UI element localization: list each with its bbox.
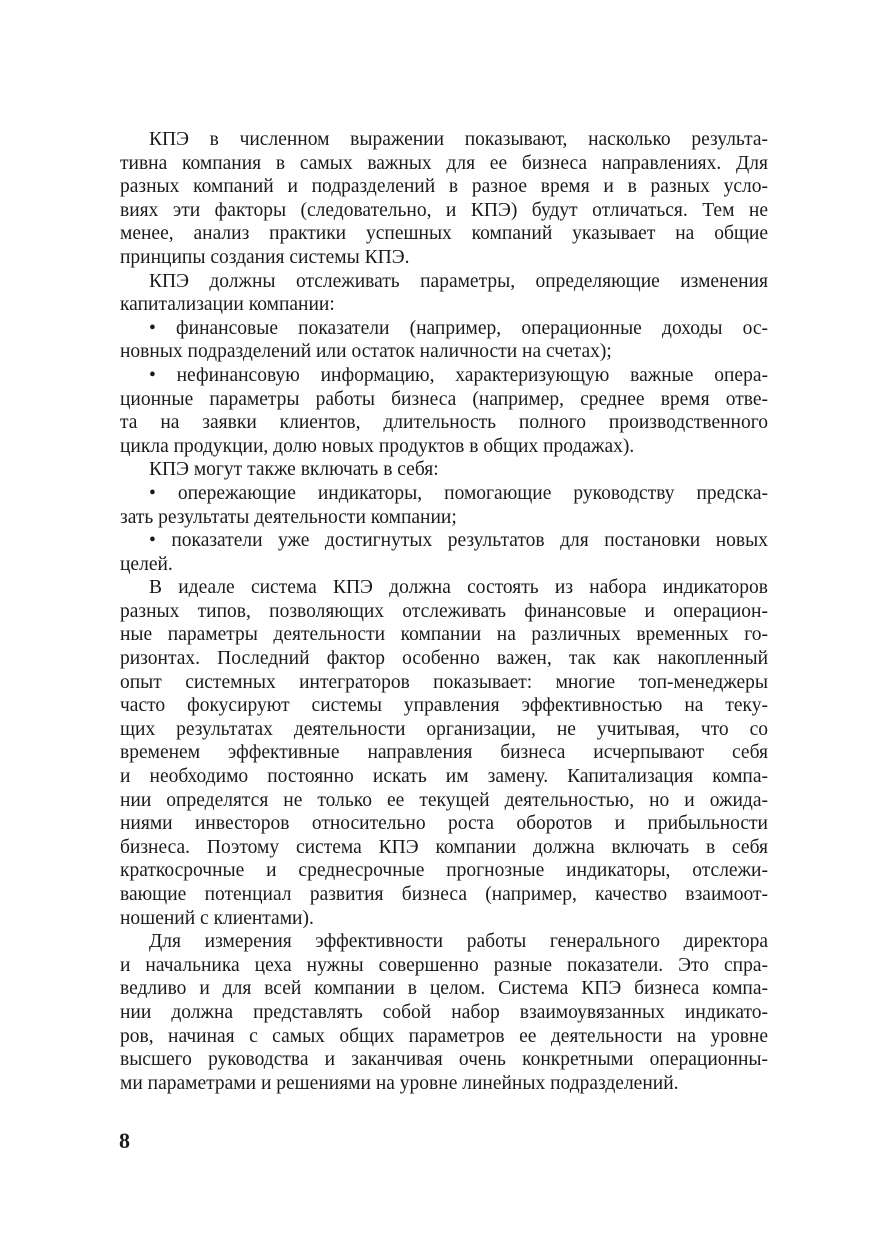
text-line: КПЭ в численном выражении показывают, насколько результа- — [149, 129, 768, 150]
text-line: ров, начиная с самых общих параметров ее деятельности на уровне — [120, 1025, 768, 1047]
text-line: виях эти факторы (следовательно, и КПЭ) будут отличаться. Тем не — [120, 199, 768, 221]
text-line: ниями инвесторов относительно роста оборотов и прибыльности — [120, 813, 768, 835]
text-line: капитализации компании: — [120, 294, 335, 316]
text-line: и необходимо постоянно искать им замену. Капитализация компа- — [120, 766, 768, 788]
bullet-item: • финансовые показатели (например, операционные доходы ос- — [149, 317, 768, 339]
text-line: ми параметрами и решениями на уровне линейных подразделений. — [120, 1072, 679, 1094]
text-line: В идеале система КПЭ должна состоять из набора индикаторов — [149, 577, 768, 599]
text-line: КПЭ могут также включать в себя: — [149, 459, 439, 481]
text-line: ционные параметры работы бизнеса (например, среднее время отве- — [120, 388, 768, 410]
text-line: зать результаты деятельности компании; — [120, 506, 457, 528]
text-line: ные параметры деятельности компании на различных временных го- — [120, 624, 768, 646]
text-line: щих результатах деятельности организации, не учитывая, что со — [120, 718, 768, 740]
text-line: ведливо и для всей компании в целом. Система КПЭ бизнеса компа- — [120, 978, 768, 1000]
text-line: цикла продукции, долю новых продуктов в общих продажах). — [120, 435, 635, 457]
text-line: бизнеса. Поэтому система КПЭ компании должна включать в себя — [120, 836, 768, 858]
bullet-item: • показатели уже достигнутых результатов для постановки новых — [149, 530, 768, 552]
text-line: разных типов, позволяющих отслеживать финансовые и операцион- — [120, 600, 768, 622]
text-line: и начальника цеха нужны совершенно разные показатели. Это спра- — [120, 954, 768, 976]
text-line: новных подразделений или остаток наличности на счетах); — [120, 341, 612, 363]
bullet-item: • опережающие индикаторы, помогающие руководству предска- — [149, 482, 768, 504]
text-line: ношений с клиентами). — [120, 907, 314, 929]
text-line: принципы создания системы КПЭ. — [120, 246, 410, 268]
body-text — [120, 128, 768, 1095]
text-line: ризонтах. Последний фактор особенно важен, так как накопленный — [120, 648, 768, 670]
text-line: вающие потенциал развития бизнеса (например, качество взаимоот- — [120, 884, 768, 905]
text-line: нии должна представлять собой набор взаимоувязанных индикато- — [120, 1001, 768, 1023]
text-line: целей. — [120, 553, 173, 575]
text-line: тивна компания в самых важных для ее бизнеса направлениях. Для — [120, 152, 768, 174]
text-line: временем эффективные направления бизнеса исчерпывают себя — [120, 742, 768, 764]
page-number: 8 — [119, 1128, 130, 1153]
text-line: нии определятся не только ее текущей деятельностью, но и ожида- — [120, 789, 768, 811]
text-line: разных компаний и подразделений в разное время и в разных усло- — [120, 176, 768, 198]
text-line: краткосрочные и среднесрочные прогнозные индикаторы, отслежи- — [120, 860, 768, 882]
text-line: часто фокусируют системы управления эффективностью на теку- — [120, 695, 768, 717]
text-line: та на заявки клиентов, длительность полного производственного — [120, 412, 768, 434]
text-line: опыт системных интеграторов показывает: многие топ-менеджеры — [120, 671, 768, 693]
text-line: КПЭ должны отслеживать параметры, определяющие изменения — [149, 270, 768, 292]
text-line: Для измерения эффективности работы генерального директора — [149, 931, 768, 953]
text-line: менее, анализ практики успешных компаний указывает на общие — [120, 223, 768, 245]
text-line: высшего руководства и заканчивая очень конкретными операционны- — [120, 1049, 768, 1071]
bullet-item: • нефинансовую информацию, характеризующую важные опера- — [149, 364, 768, 386]
